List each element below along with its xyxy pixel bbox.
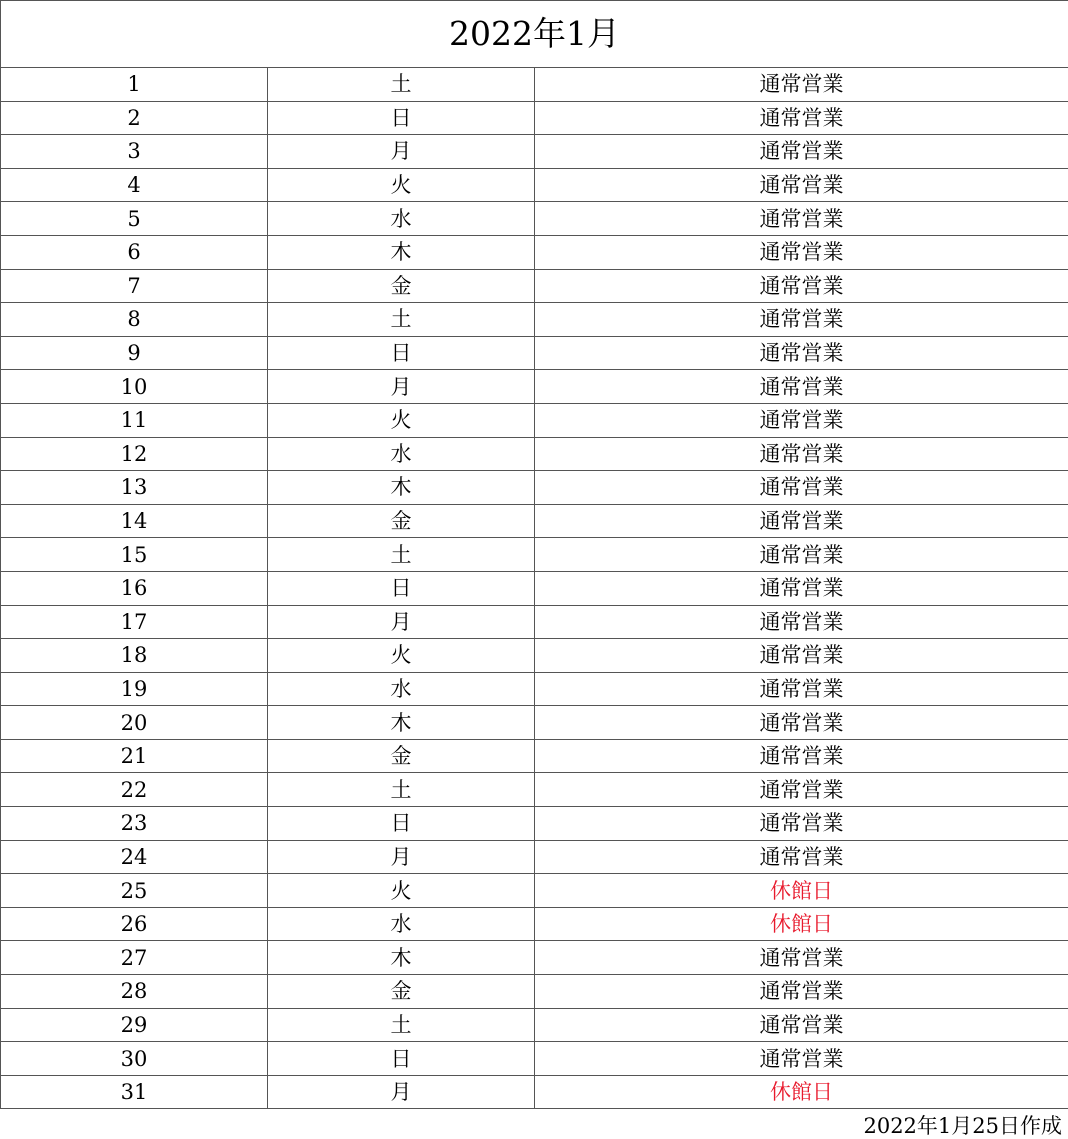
day-row (1, 135, 1068, 169)
date-cell: 6 (1, 235, 268, 269)
date-cell: 18 (1, 639, 268, 673)
status-cell-open: 通常営業 (535, 403, 1068, 437)
day-row (1, 773, 1068, 807)
day-row (1, 336, 1068, 370)
day-row (1, 739, 1068, 773)
weekday-cell: 日 (268, 1042, 535, 1076)
date-cell: 29 (1, 1008, 268, 1042)
day-row (1, 807, 1068, 841)
status-cell-open: 通常営業 (535, 235, 1068, 269)
date-cell: 2 (1, 101, 268, 135)
weekday-cell: 金 (268, 504, 535, 538)
status-cell-open: 通常営業 (535, 101, 1068, 135)
day-row (1, 1075, 1068, 1109)
day-row (1, 975, 1068, 1009)
date-cell: 16 (1, 571, 268, 605)
day-row (1, 706, 1068, 740)
weekday-cell: 金 (268, 739, 535, 773)
day-row (1, 1008, 1068, 1042)
day-row (1, 907, 1068, 941)
day-row (1, 437, 1068, 471)
date-cell: 13 (1, 471, 268, 505)
date-cell: 19 (1, 672, 268, 706)
weekday-cell: 土 (268, 773, 535, 807)
day-row (1, 840, 1068, 874)
date-cell: 20 (1, 706, 268, 740)
weekday-cell: 木 (268, 235, 535, 269)
day-row (1, 538, 1068, 572)
date-cell: 4 (1, 168, 268, 202)
weekday-cell: 水 (268, 907, 535, 941)
day-row (1, 403, 1068, 437)
date-cell: 5 (1, 202, 268, 236)
day-row (1, 605, 1068, 639)
weekday-cell: 水 (268, 202, 535, 236)
status-cell-open: 通常営業 (535, 202, 1068, 236)
weekday-cell: 土 (268, 1008, 535, 1042)
date-cell: 24 (1, 840, 268, 874)
date-cell: 17 (1, 605, 268, 639)
day-row (1, 101, 1068, 135)
status-cell-open: 通常営業 (535, 840, 1068, 874)
weekday-cell: 水 (268, 437, 535, 471)
status-cell-closed: 休館日 (535, 1075, 1068, 1109)
status-cell-open: 通常営業 (535, 370, 1068, 404)
date-cell: 31 (1, 1075, 268, 1109)
date-cell: 22 (1, 773, 268, 807)
day-row (1, 370, 1068, 404)
day-row (1, 168, 1068, 202)
weekday-cell: 月 (268, 370, 535, 404)
status-cell-open: 通常営業 (535, 1008, 1068, 1042)
day-row (1, 874, 1068, 908)
status-cell-open: 通常営業 (535, 941, 1068, 975)
weekday-cell: 月 (268, 135, 535, 169)
status-cell-open: 通常営業 (535, 135, 1068, 169)
day-row (1, 639, 1068, 673)
day-row (1, 202, 1068, 236)
status-cell-closed: 休館日 (535, 874, 1068, 908)
day-row (1, 941, 1068, 975)
status-cell-open: 通常営業 (535, 336, 1068, 370)
weekday-cell: 金 (268, 269, 535, 303)
weekday-cell: 日 (268, 101, 535, 135)
day-row (1, 68, 1068, 102)
weekday-cell: 月 (268, 1075, 535, 1109)
date-cell: 11 (1, 403, 268, 437)
date-cell: 28 (1, 975, 268, 1009)
weekday-cell: 火 (268, 403, 535, 437)
date-cell: 7 (1, 269, 268, 303)
weekday-cell: 月 (268, 840, 535, 874)
status-cell-open: 通常営業 (535, 269, 1068, 303)
calendar-body (1, 1, 1068, 1109)
weekday-cell: 日 (268, 336, 535, 370)
date-cell: 1 (1, 68, 268, 102)
status-cell-open: 通常営業 (535, 168, 1068, 202)
status-cell-open: 通常営業 (535, 504, 1068, 538)
weekday-cell: 火 (268, 874, 535, 908)
weekday-cell: 火 (268, 168, 535, 202)
status-cell-open: 通常営業 (535, 773, 1068, 807)
status-cell-open: 通常営業 (535, 538, 1068, 572)
day-row (1, 504, 1068, 538)
weekday-cell: 土 (268, 303, 535, 337)
day-row (1, 235, 1068, 269)
calendar-title: 2022年1月 (1, 1, 1068, 68)
status-cell-open: 通常営業 (535, 471, 1068, 505)
status-cell-open: 通常営業 (535, 706, 1068, 740)
weekday-cell: 金 (268, 975, 535, 1009)
status-cell-open: 通常営業 (535, 437, 1068, 471)
status-cell-open: 通常営業 (535, 739, 1068, 773)
day-row (1, 269, 1068, 303)
weekday-cell: 土 (268, 538, 535, 572)
title-row (1, 1, 1068, 68)
date-cell: 10 (1, 370, 268, 404)
status-cell-open: 通常営業 (535, 672, 1068, 706)
status-cell-open: 通常営業 (535, 68, 1068, 102)
weekday-cell: 日 (268, 571, 535, 605)
created-date-note: 2022年1月25日作成 (863, 1114, 1062, 1138)
status-cell-open: 通常営業 (535, 303, 1068, 337)
weekday-cell: 火 (268, 639, 535, 673)
status-cell-open: 通常営業 (535, 605, 1068, 639)
status-cell-open: 通常営業 (535, 639, 1068, 673)
status-cell-open: 通常営業 (535, 975, 1068, 1009)
weekday-cell: 水 (268, 672, 535, 706)
date-cell: 9 (1, 336, 268, 370)
date-cell: 25 (1, 874, 268, 908)
date-cell: 15 (1, 538, 268, 572)
weekday-cell: 木 (268, 471, 535, 505)
day-row (1, 303, 1068, 337)
weekday-cell: 日 (268, 807, 535, 841)
date-cell: 27 (1, 941, 268, 975)
day-row (1, 672, 1068, 706)
date-cell: 21 (1, 739, 268, 773)
date-cell: 26 (1, 907, 268, 941)
date-cell: 30 (1, 1042, 268, 1076)
status-cell-closed: 休館日 (535, 907, 1068, 941)
date-cell: 14 (1, 504, 268, 538)
status-cell-open: 通常営業 (535, 807, 1068, 841)
status-cell-open: 通常営業 (535, 571, 1068, 605)
weekday-cell: 月 (268, 605, 535, 639)
weekday-cell: 土 (268, 68, 535, 102)
day-row (1, 571, 1068, 605)
status-cell-open: 通常営業 (535, 1042, 1068, 1076)
date-cell: 3 (1, 135, 268, 169)
weekday-cell: 木 (268, 941, 535, 975)
day-row (1, 471, 1068, 505)
date-cell: 12 (1, 437, 268, 471)
date-cell: 23 (1, 807, 268, 841)
day-row (1, 1042, 1068, 1076)
date-cell: 8 (1, 303, 268, 337)
weekday-cell: 木 (268, 706, 535, 740)
